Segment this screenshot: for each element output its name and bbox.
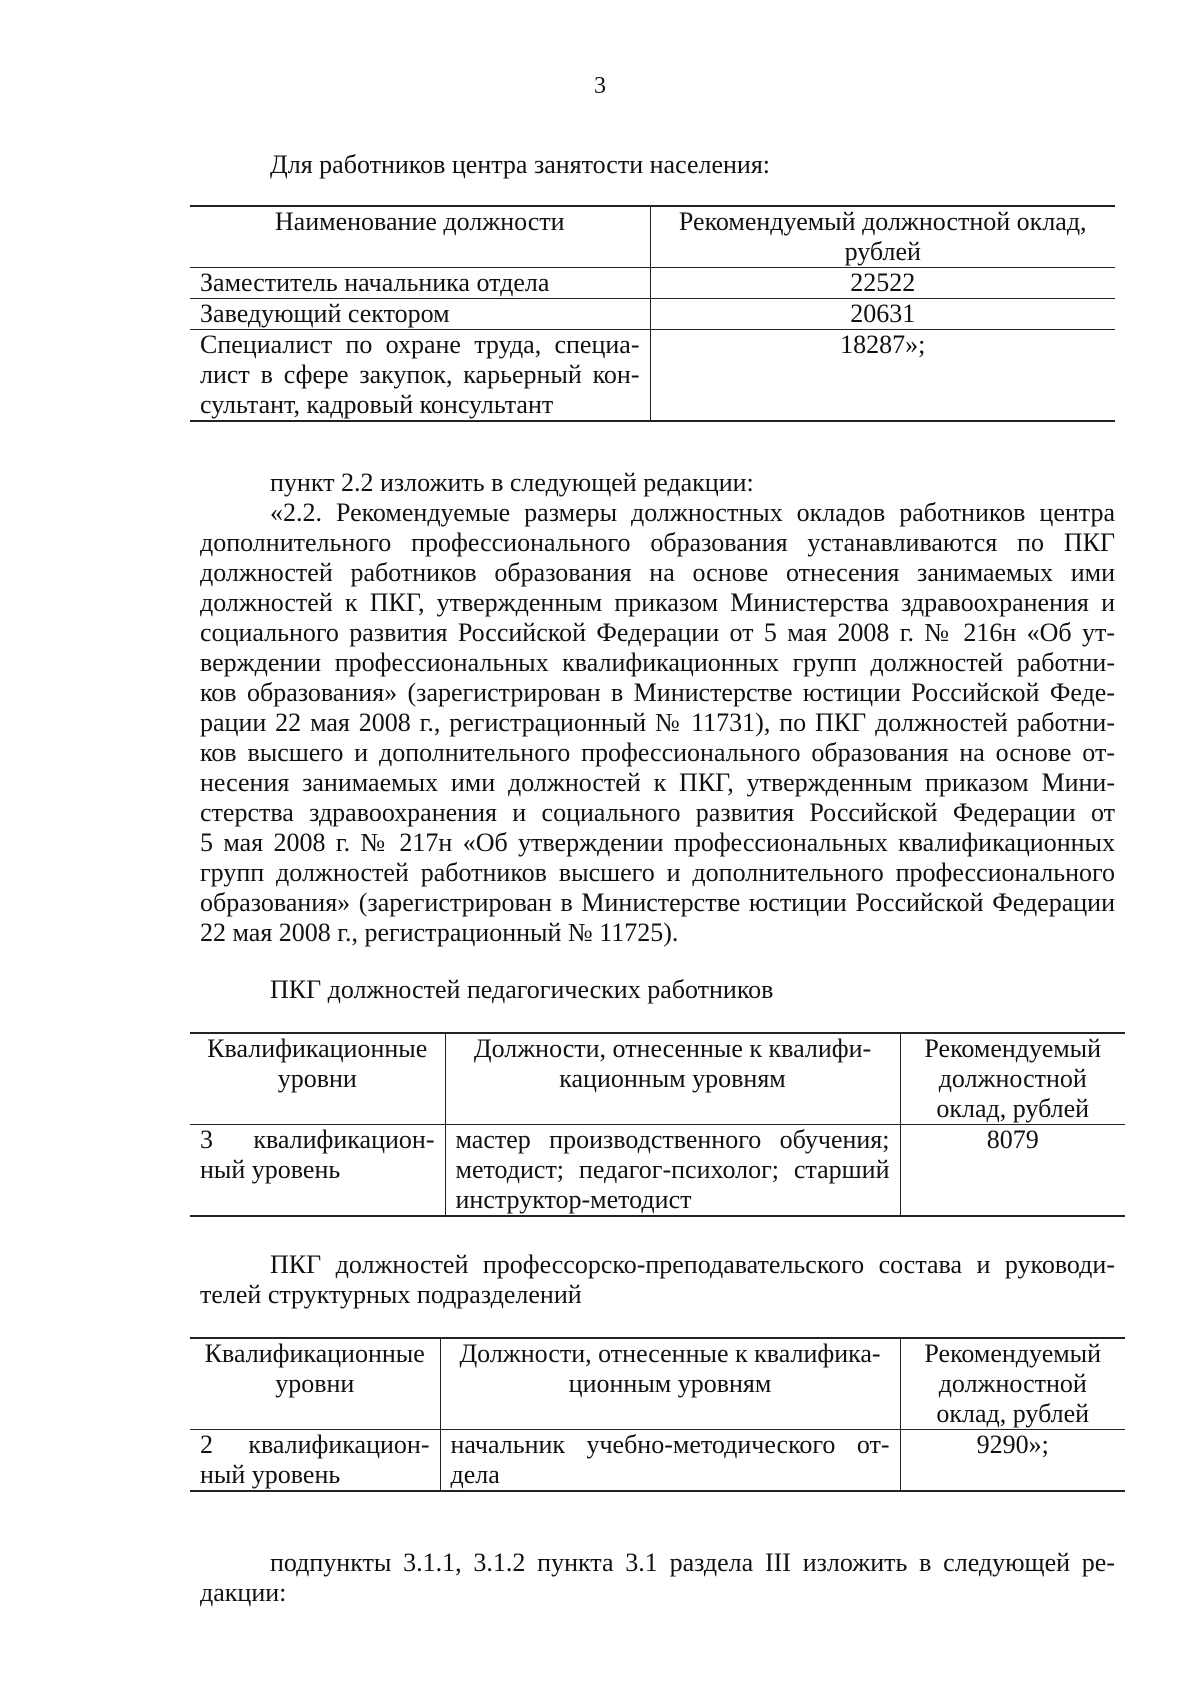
level-cell — [190, 1125, 445, 1217]
header-levels — [190, 1338, 440, 1430]
header-line: Квалификационные — [207, 1034, 428, 1063]
paragraph-line: должностей к ПКГ, утвержденным приказом Министерства здравоохранения и — [200, 588, 1115, 617]
header-position — [190, 206, 650, 268]
position-cell: Заведующий сектором — [190, 299, 650, 330]
paragraph-line: «2.2. Рекомендуемые размеры должностных окладов работников центра — [270, 498, 1115, 527]
paragraph-line: ков образования» (зарегистрирован в Министерстве юстиции Российской Феде- — [200, 678, 1115, 707]
table-row — [190, 330, 1115, 422]
pedagogical-staff-table — [190, 1032, 1125, 1217]
level-cell — [190, 1430, 440, 1492]
header-salary — [900, 1338, 1125, 1430]
header-line: Квалификационные — [204, 1339, 425, 1368]
header-positions — [440, 1338, 900, 1430]
header-line: ционным уровням — [568, 1369, 772, 1398]
positions-line: начальник учебно-методического от- — [450, 1430, 890, 1459]
positions-line: дела — [450, 1460, 500, 1489]
position-cell: Заместитель начальника отдела — [190, 268, 650, 299]
faculty-staff-table — [190, 1337, 1125, 1492]
salary-cell: 9290»; — [900, 1430, 1125, 1492]
header-salary — [900, 1033, 1125, 1125]
table-row — [190, 1430, 1125, 1492]
table-header-row — [190, 206, 1115, 268]
employment-center-salary-table — [190, 205, 1115, 422]
level-line: ный уровень — [200, 1460, 341, 1489]
header-line: оклад, рублей — [936, 1094, 1090, 1123]
section2-heading: ПКГ должностей педагогических работников — [270, 975, 774, 1004]
heading-line: телей структурных подразделений — [200, 1280, 582, 1309]
header-line: оклад, рублей — [936, 1399, 1090, 1428]
table-header-row — [190, 1033, 1125, 1125]
paragraph-line: несения занимаемых ими должностей к ПКГ, утвержденным приказом Мини- — [200, 768, 1115, 797]
level-line: ный уровень — [200, 1155, 341, 1184]
table-row — [190, 299, 1115, 330]
positions-line: методист; педагог-психолог; старший — [455, 1155, 890, 1184]
position-cell — [190, 330, 650, 422]
paragraph-line: 5 мая 2008 г. № 217н «Об утверждении профессиональных квалификационных — [200, 828, 1115, 857]
closing-line: подпункты 3.1.1, 3.1.2 пункта 3.1 раздела III изложить в следующей ре- — [270, 1548, 1115, 1577]
header-salary — [650, 206, 1115, 268]
positions-cell — [440, 1430, 900, 1492]
header-salary-unit: рублей — [844, 237, 921, 266]
paragraph-line: верждении профессиональных квалификационных групп должностей работни- — [200, 648, 1115, 677]
table-row — [190, 1125, 1125, 1217]
header-line: должностной — [938, 1369, 1087, 1398]
header-line: Должности, отнесенные к квалифика- — [459, 1339, 881, 1368]
position-line: сультант, кадровый консультант — [200, 390, 554, 419]
closing-line: дакции: — [200, 1578, 287, 1607]
header-position-label: Наименование должности — [274, 207, 565, 236]
level-line: 3 квалификацион- — [200, 1125, 435, 1154]
paragraph-intro: пункт 2.2 изложить в следующей редакции: — [270, 468, 754, 497]
paragraph-line: дополнительного профессионального образования устанавливаются по ПКГ — [200, 528, 1115, 557]
header-levels — [190, 1033, 445, 1125]
header-salary-label: Рекомендуемый должностной оклад, — [678, 207, 1087, 236]
section3-heading — [200, 1250, 1115, 1310]
header-line: Рекомендуемый — [924, 1339, 1102, 1368]
table-header-row — [190, 1338, 1125, 1430]
header-line: Должности, отнесенные к квалифи- — [473, 1034, 872, 1063]
header-line: должностной — [938, 1064, 1087, 1093]
salary-cell: 22522 — [650, 268, 1115, 299]
positions-cell — [445, 1125, 900, 1217]
position-line: Специалист по охране труда, специа- — [200, 330, 640, 359]
page-number: 3 — [594, 73, 606, 99]
paragraph-line: образования» (зарегистрирован в Министерстве юстиции Российской Федерации — [200, 888, 1115, 917]
paragraph-line: стерства здравоохранения и социального развития Российской Федерации от — [200, 798, 1115, 827]
closing-paragraph — [200, 1548, 1115, 1608]
section1-heading: Для работников центра занятости населения: — [270, 150, 771, 179]
salary-cell: 20631 — [650, 299, 1115, 330]
header-line: уровни — [275, 1369, 355, 1398]
header-positions — [445, 1033, 900, 1125]
paragraph-line: групп должностей работников высшего и дополнительного профессионального — [200, 858, 1115, 887]
level-line: 2 квалификацион- — [200, 1430, 430, 1459]
paragraph-body — [200, 498, 1115, 948]
position-line: лист в сфере закупок, карьерный кон- — [200, 360, 640, 389]
paragraph-line: ков высшего и дополнительного профессионального образования на основе от- — [200, 738, 1115, 767]
positions-line: инструктор-методист — [455, 1185, 692, 1214]
positions-line: мастер производственного обучения; — [455, 1125, 890, 1154]
salary-cell: 18287»; — [650, 330, 1115, 422]
header-line: кационным уровням — [559, 1064, 786, 1093]
salary-cell: 8079 — [900, 1125, 1125, 1217]
paragraph-line: 22 мая 2008 г., регистрационный № 11725). — [200, 918, 679, 947]
header-line: уровни — [277, 1064, 357, 1093]
paragraph-line: должностей работников образования на основе отнесения занимаемых ими — [200, 558, 1115, 587]
header-line: Рекомендуемый — [924, 1034, 1102, 1063]
paragraph-line: социального развития Российской Федерации от 5 мая 2008 г. № 216н «Об ут- — [200, 618, 1115, 647]
paragraph-line: рации 22 мая 2008 г., регистрационный № 11731), по ПКГ должностей работни- — [200, 708, 1115, 737]
table-row — [190, 268, 1115, 299]
heading-line: ПКГ должностей профессорско-преподавательского состава и руководи- — [270, 1250, 1115, 1279]
